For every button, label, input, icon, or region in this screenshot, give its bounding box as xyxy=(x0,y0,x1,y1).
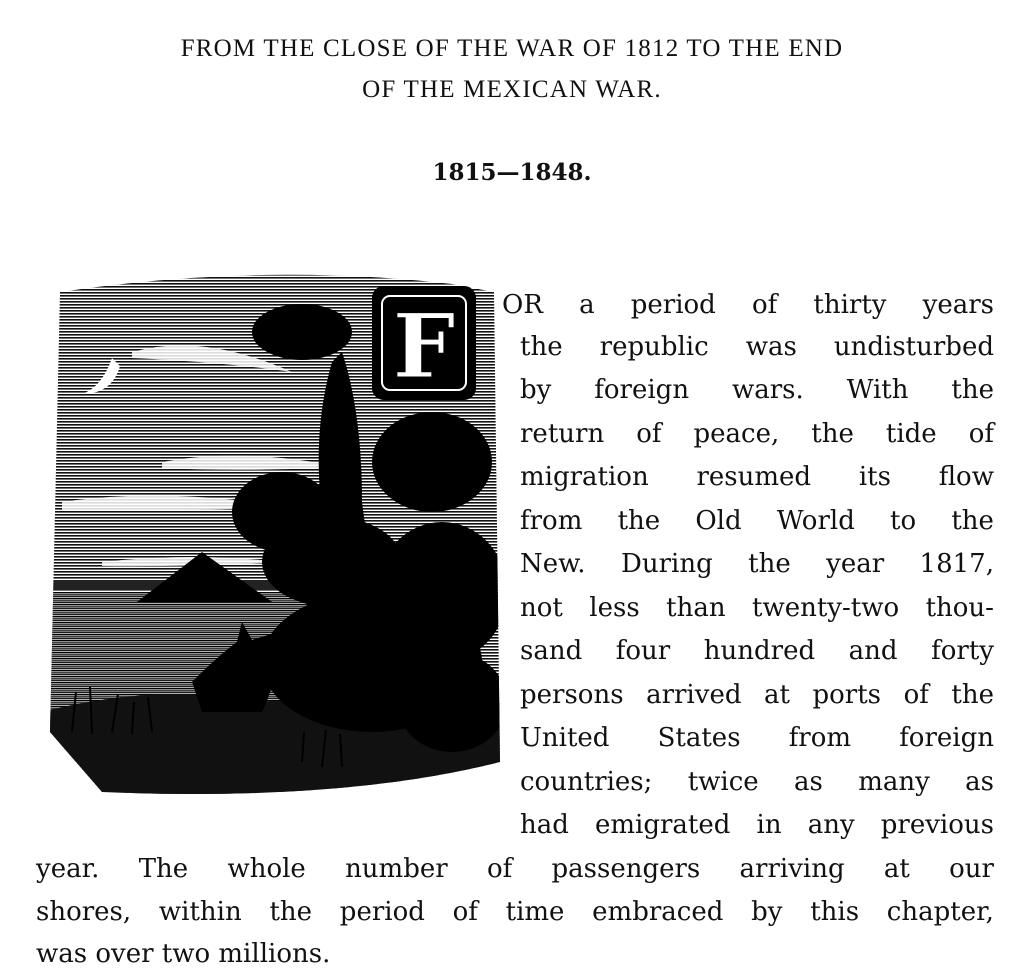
body-text-line: not less than twenty-two thou- xyxy=(520,593,994,623)
chapter-heading-line-2: OF THE MEXICAN WAR. xyxy=(362,76,662,103)
body-text-line: New. During the year 1817, xyxy=(520,549,994,579)
body-text-line: the republic was undisturbed xyxy=(520,332,994,362)
body-text-line: year. The whole number of passengers arriving at our xyxy=(36,854,994,884)
body-text-line: was over two millions. xyxy=(36,939,331,969)
chapter-dates: 1815—1848. xyxy=(432,159,592,186)
body-text-line: persons arrived at ports of the xyxy=(520,680,994,710)
body-text-line: migration resumed its flow xyxy=(520,462,994,492)
body-text-line: had emigrated in any previous xyxy=(520,810,994,840)
body-text-line: shores, within the period of time embraced by this chapter, xyxy=(36,897,994,927)
ornamental-initial-letter xyxy=(374,288,474,398)
body-text-line: return of peace, the tide of xyxy=(520,419,994,449)
chapter-heading-line-1: FROM THE CLOSE OF THE WAR OF 1812 TO THE END xyxy=(180,35,844,62)
initial-letter-glyph: F xyxy=(392,294,456,398)
engraved-landscape-illustration xyxy=(42,262,500,802)
body-text-line: by foreign wars. With the xyxy=(520,375,994,405)
body-text-line: countries; twice as many as xyxy=(520,767,994,797)
body-text-line: sand four hundred and forty xyxy=(520,636,994,666)
body-text-line: United States from foreign xyxy=(520,723,994,753)
body-text-line: OR a period of thirty years xyxy=(502,290,994,320)
body-text-line: from the Old World to the xyxy=(520,506,994,536)
